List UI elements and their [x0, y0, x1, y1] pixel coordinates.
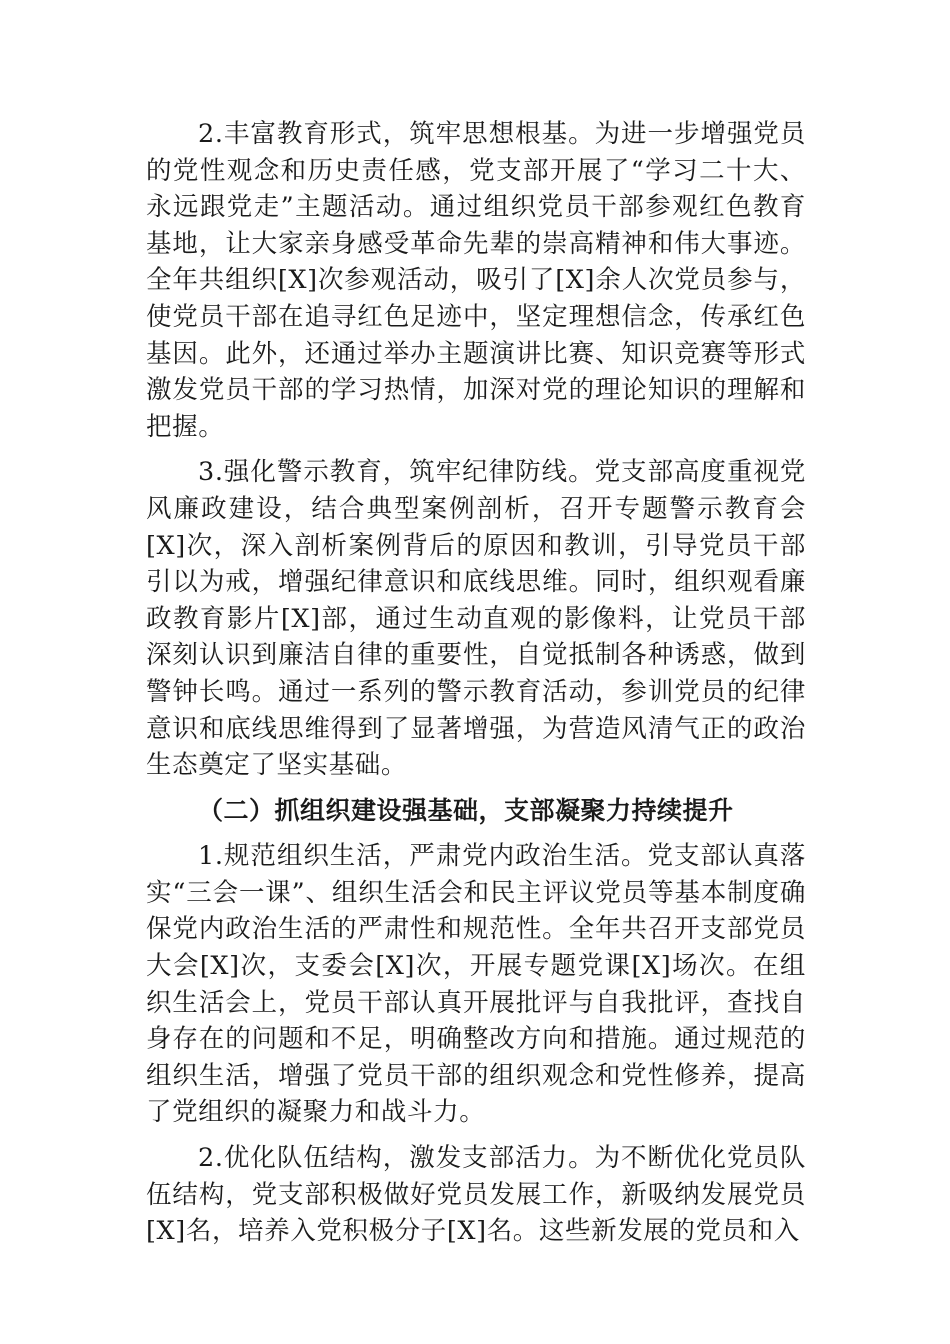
paragraph-organization-life: 1.规范组织生活，严肃党内政治生活。党支部认真落实“三会一课”、组织生活会和民主评议党员等基本制度确保党内政治生活的严肃性和规范性。全年共召开支部党员大会[X]次，支委会[X]次，开展专题党课[X]场次。在组织生活会上，党员干部认真开展批评与自我批评，查找自身存在的问题和不足，明确整改方向和措施。通过规范的组织生活，增强了党员干部的组织观念和党性修养，提高了党组织的凝聚力和战斗力。 [146, 841, 806, 1128]
paragraph-education-forms: 2.丰富教育形式，筑牢思想根基。为进一步增强党员的党性观念和历史责任感，党支部开展了“学习二十大、永远跟党走”主题活动。通过组织党员干部参观红色教育基地，让大家亲身感受革命先辈的崇高精神和伟大事迹。全年共组织[X]次参观活动，吸引了[X]余人次党员参与，使党员干部在追寻红色足迹中，坚定理想信念，传承红色基因。此外，还通过举办主题演讲比赛、知识竞赛等形式激发党员干部的学习热情，加深对党的理论知识的理解和把握。 [146, 119, 806, 442]
paragraph-warning-education: 3.强化警示教育，筑牢纪律防线。党支部高度重视党风廉政建设，结合典型案例剖析，召开专题警示教育会[X]次，深入剖析案例背后的原因和教训，引导党员干部引以为戒，增强纪律意识和底线思维。同时，组织观看廉政教育影片[X]部，通过生动直观的影像料，让党员干部深刻认识到廉洁自律的重要性，自觉抵制各种诱惑，做到警钟长鸣。通过一系列的警示教育活动，参训党员的纪律意识和底线思维得到了显著增强，为营造风清气正的政治生态奠定了坚实基础。 [146, 457, 806, 781]
document-body [146, 116, 806, 1259]
paragraph-team-structure: 2.优化队伍结构，激发支部活力。为不断优化党员队伍结构，党支部积极做好党员发展工作，新吸纳发展党员[X]名，培养入党积极分子[X]名。这些新发展的党员和入 [146, 1143, 806, 1247]
section-heading: （二）抓组织建设强基础，支部凝聚力持续提升 [198, 795, 734, 825]
